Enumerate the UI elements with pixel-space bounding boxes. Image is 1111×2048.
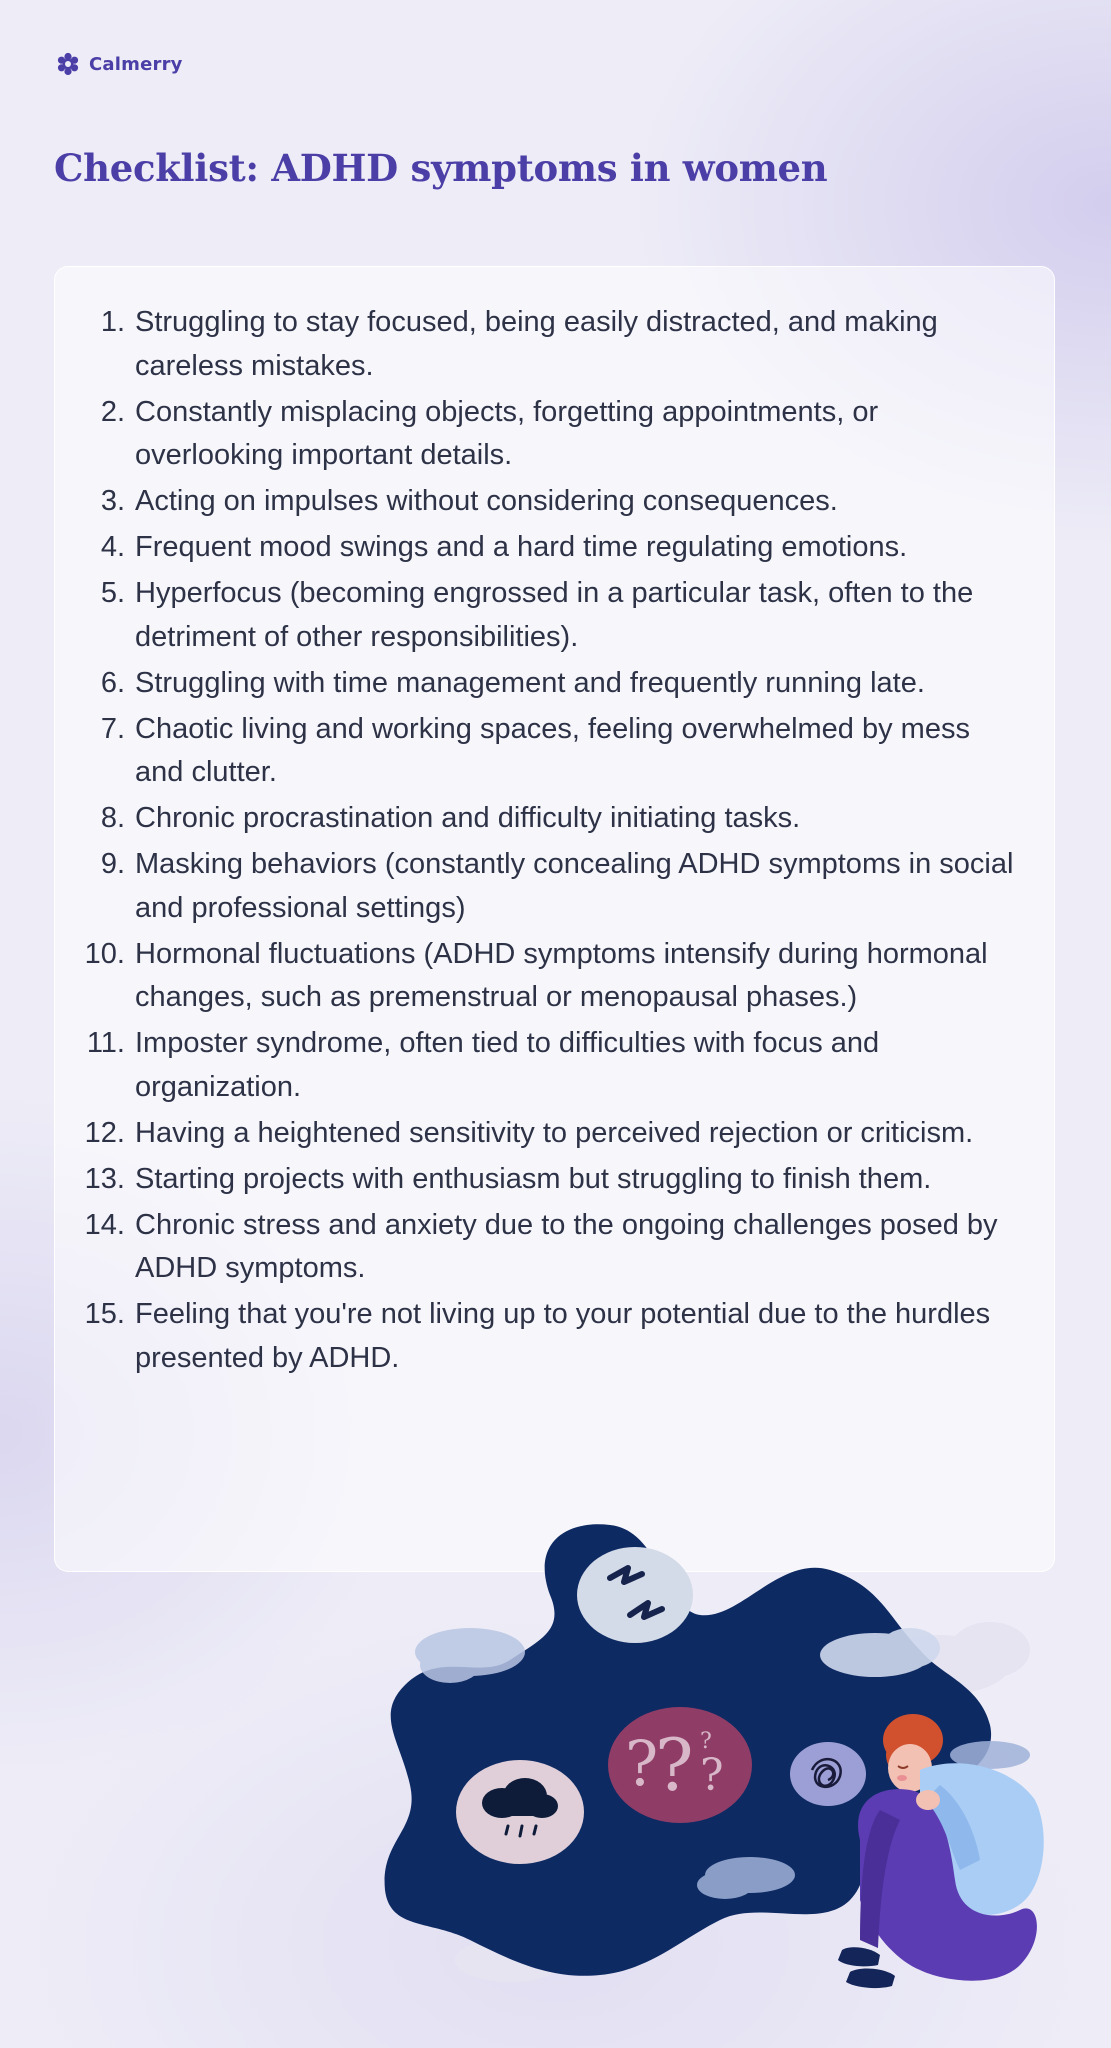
checklist-item: [55, 572, 1024, 659]
checklist-item-text: Acting on impulses without considering consequences.: [135, 485, 838, 517]
checklist-item: [55, 391, 1024, 478]
checklist-item: [55, 933, 1024, 1020]
checklist-item-text: Starting projects with enthusiasm but struggling to finish them.: [135, 1162, 932, 1195]
checklist-item-text: Struggling with time management and frequently running late.: [135, 666, 925, 699]
checklist-item-number: 3.: [100, 485, 125, 517]
checklist-item-number: 8.: [100, 802, 125, 834]
checklist-item-number: 12.: [84, 1116, 125, 1149]
checklist-item-text: Having a heightened sensitivity to perceived rejection or criticism.: [135, 1116, 974, 1149]
checklist-item: [55, 1022, 1024, 1109]
checklist-item-text: Chronic procrastination and difficulty initiating tasks.: [135, 802, 801, 834]
checklist-item-text: Hyperfocus (becoming engrossed in a particular task, often to the detriment of other responsibilities).: [135, 577, 974, 653]
svg-text:?: ?: [625, 1727, 659, 1800]
checklist-item-number: 13.: [84, 1162, 125, 1195]
checklist-item: [55, 1293, 1024, 1380]
checklist-item-number: 5.: [100, 577, 125, 609]
checklist-item: [55, 1112, 1024, 1156]
checklist-item-text: Constantly misplacing objects, forgetting appointments, or overlooking important details.: [135, 395, 879, 471]
symptom-checklist: [55, 267, 1054, 1380]
checklist-item-number: 11.: [86, 1027, 125, 1059]
brand: [56, 52, 183, 76]
checklist-item-text: Feeling that you're not living up to your potential due to the hurdles presented by ADHD.: [135, 1298, 991, 1374]
flower-logo-icon: [56, 52, 80, 76]
checklist-item: [55, 1158, 1024, 1202]
checklist-item-text: Frequent mood swings and a hard time regulating emotions.: [135, 531, 908, 563]
checklist-card: [54, 266, 1055, 1572]
scribble-bubble: [790, 1742, 866, 1806]
checklist-item: [55, 797, 1024, 841]
svg-text:?: ?: [700, 1729, 712, 1754]
checklist-item-text: Masking behaviors (constantly concealing ADHD symptoms in social and professional settings): [135, 848, 1014, 924]
checklist-item: [55, 662, 1024, 706]
checklist-item-number: 4.: [100, 531, 125, 563]
checklist-item-text: Struggling to stay focused, being easily distracted, and making careless mistakes.: [135, 306, 938, 382]
svg-text:?: ?: [655, 1723, 694, 1807]
checklist-item: [55, 480, 1024, 524]
checklist-item-number: 2.: [100, 395, 125, 428]
overwhelmed-woman-illustration: [380, 1500, 1080, 2040]
checklist-item-text: Chaotic living and working spaces, feeling overwhelmed by mess and clutter.: [135, 712, 970, 788]
lightning-bubble: [577, 1547, 693, 1643]
checklist-item-number: 6.: [100, 666, 125, 699]
checklist-item-text: Hormonal fluctuations (ADHD symptoms intensify during hormonal changes, such as premenstrual or menopausal phases.): [135, 937, 988, 1013]
svg-text:?: ?: [700, 1750, 724, 1801]
checklist-item: [55, 843, 1024, 930]
checklist-item: [55, 301, 1024, 388]
brand-name: Calmerry: [89, 53, 183, 75]
checklist-item: [55, 708, 1024, 795]
checklist-item-number: 1.: [100, 306, 125, 338]
checklist-item-number: 7.: [100, 712, 125, 745]
checklist-item-text: Imposter syndrome, often tied to difficulties with focus and organization.: [135, 1027, 880, 1103]
page-title: Checklist: ADHD symptoms in women: [54, 146, 828, 190]
checklist-item: [55, 526, 1024, 570]
checklist-item: [55, 1204, 1024, 1291]
question-bubble: [608, 1707, 752, 1823]
checklist-item-number: 9.: [100, 848, 125, 880]
checklist-item-text: Chronic stress and anxiety due to the ongoing challenges posed by ADHD symptoms.: [135, 1208, 998, 1284]
checklist-item-number: 10.: [84, 937, 125, 970]
checklist-item-number: 15.: [84, 1298, 125, 1330]
rain-cloud-bubble: [456, 1760, 584, 1864]
checklist-item-number: 14.: [84, 1208, 125, 1241]
